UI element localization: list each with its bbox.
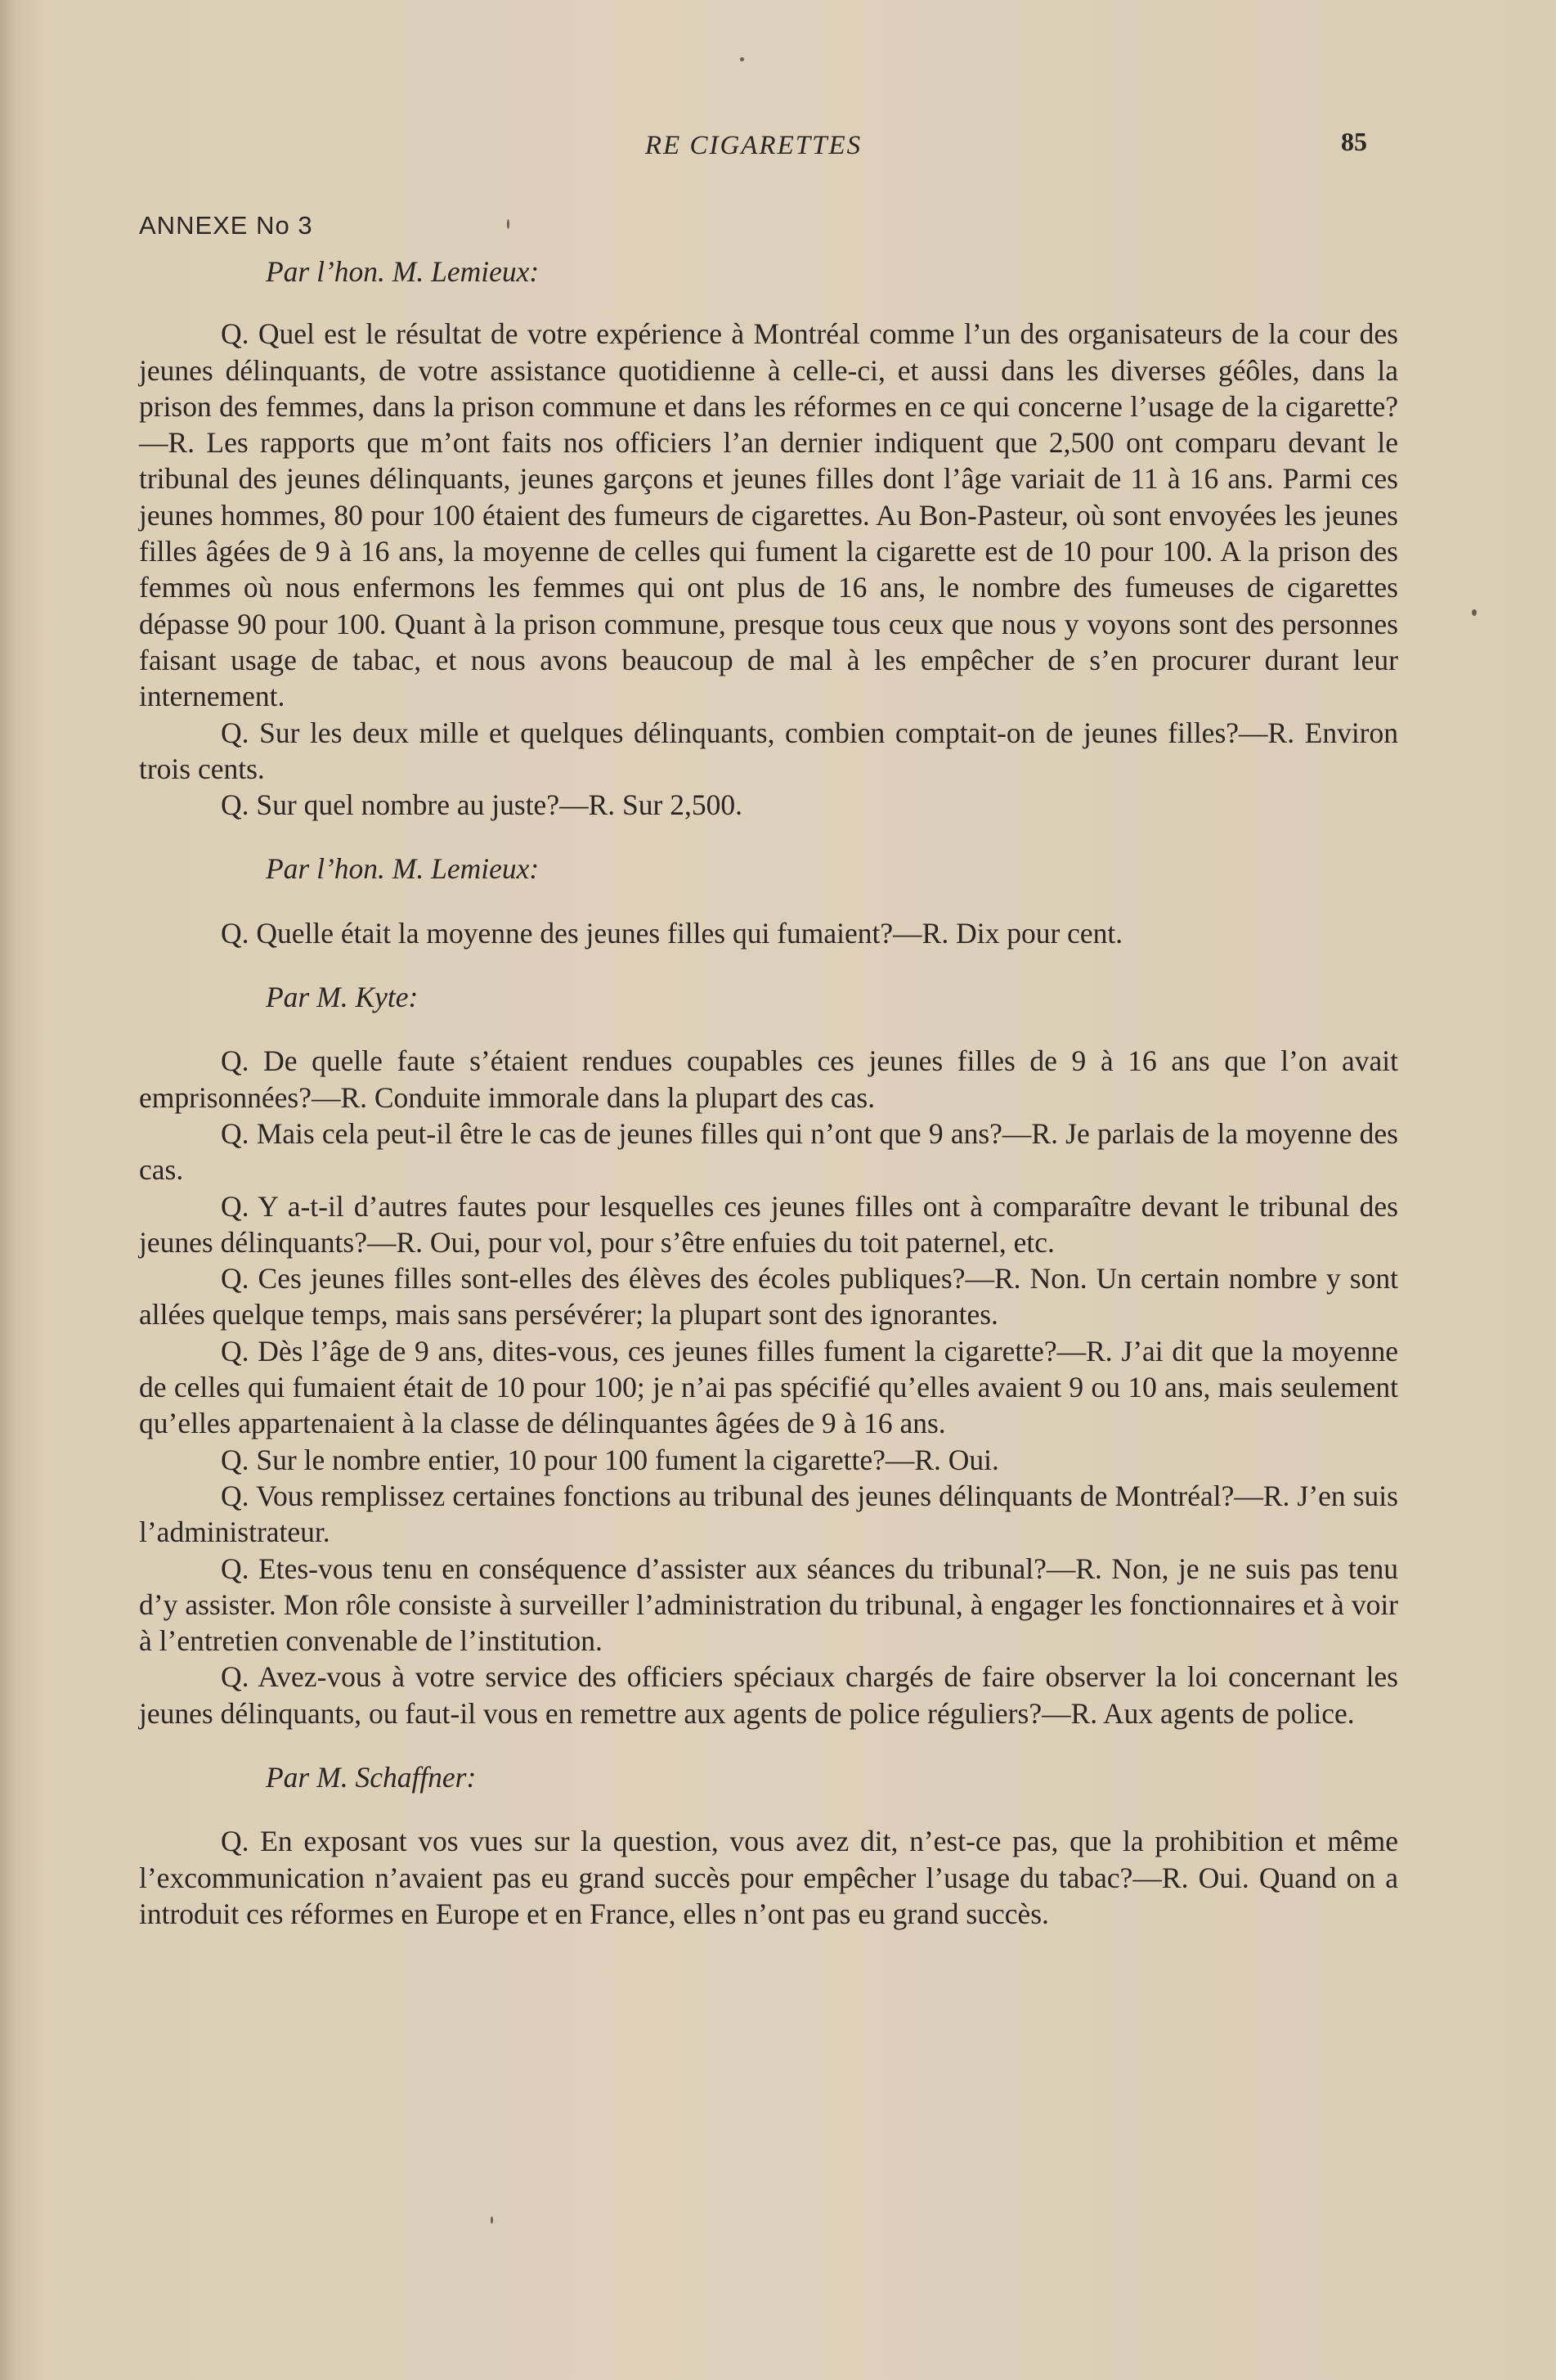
paragraph: Q. Sur le nombre entier, 10 pour 100 fument la cigarette?—R. Oui.	[221, 1443, 999, 1476]
paragraph: Q. Sur quel nombre au juste?—R. Sur 2,500.	[221, 788, 742, 822]
paper-speck	[507, 219, 509, 229]
running-head	[0, 131, 1556, 161]
paper-speck	[491, 2216, 493, 2224]
speaker-heading: Par l’hon. M. Lemieux:	[266, 255, 540, 288]
paragraph: Q. Mais cela peut-il être le cas de jeunes filles qui n’ont que 9 ans?—R. Je parlais de la moyenne des cas.	[139, 1116, 1398, 1187]
speaker-heading: Par l’hon. M. Lemieux:	[266, 852, 540, 886]
paragraph: Q. Dès l’âge de 9 ans, dites-vous, ces jeunes filles fument la cigarette?—R. J’ai dit que la moyenne de celles qui fumaient était de 10 pour 100; je n’ai pas spécifié qu’elles avaient 9 ou 10 ans, mais seulement qu’elles appartenaient à la classe de délinquantes âgées de 9 à 16 ans.	[139, 1334, 1398, 1440]
paragraph: Q. Ces jeunes filles sont-elles des élèves des écoles publiques?—R. Non. Un certain nombre y sont allées quelque temps, mais sans persévérer; la plupart sont des ignorantes.	[139, 1262, 1398, 1331]
paragraph: Q. Sur les deux mille et quelques délinquants, combien comptait-on de jeunes filles?—R. Environ trois cents.	[139, 716, 1398, 785]
running-title: RE CIGARETTES	[644, 131, 863, 160]
annex-label: ANNEXE No 3	[139, 211, 313, 240]
testimony-body	[139, 254, 1398, 1932]
paragraph: Q. Quel est le résultat de votre expérience à Montréal comme l’un des organisateurs de la cour des jeunes délinquants, de votre assistance quotidienne à celle-ci, et aussi dans les diverses géôles, dans la prison des femmes, dans la prison commune et dans les réformes en ce qui concerne l’usage de la cigarette?—R. Les rapports que m’ont faits nos officiers l’an dernier indiquent que 2,500 ont comparu devant le tribunal des jeunes délinquants, jeunes garçons et jeunes filles dont l’âge variait de 11 à 16 ans. Parmi ces jeunes hommes, 80 pour 100 étaient des fumeurs de cigarettes. Au Bon-Pasteur, où sont envoyées les jeunes filles âgées de 9 à 16 ans, la moyenne de celles qui fument la cigarette est de 10 pour 100. A la prison des femmes où nous enfermons les femmes qui ont plus de 16 ans, le nombre des fumeuses de cigarettes dépasse 90 pour 100. Quant à la prison commune, presque tous ceux que nous y voyons sont des personnes faisant usage de tabac, et nous avons beaucoup de mal à les empêcher de s’en procurer durant leur internement.	[139, 317, 1398, 713]
speaker-heading: Par M. Schaffner:	[266, 1760, 477, 1794]
paragraph: Q. Avez-vous à votre service des officiers spéciaux chargés de faire observer la loi concernant les jeunes délinquants, ou faut-il vous en remettre aux agents de police réguliers?—R. Aux agents de police.	[139, 1660, 1398, 1730]
paper-speck	[740, 57, 744, 61]
paper-speck	[1472, 609, 1477, 616]
paragraph: Q. Etes-vous tenu en conséquence d’assister aux séances du tribunal?—R. Non, je ne suis pas tenu d’y assister. Mon rôle consiste à surveiller l’administration du tribunal, à engager les fonctionnaires et à voir à l’entretien convenable de l’institution.	[139, 1551, 1398, 1658]
paragraph: Q. Vous remplissez certaines fonctions au tribunal des jeunes délinquants de Montréal?—R. J’en suis l’administrateur.	[139, 1479, 1398, 1549]
speaker-heading: Par M. Kyte:	[266, 981, 419, 1014]
paragraph: Q. Quelle était la moyenne des jeunes filles qui fumaient?—R. Dix pour cent.	[221, 916, 1123, 950]
paragraph: Q. De quelle faute s’étaient rendues coupables ces jeunes filles de 9 à 16 ans que l’on avait emprisonnées?—R. Conduite immorale dans la plupart des cas.	[139, 1044, 1398, 1114]
paragraph: Q. En exposant vos vues sur la question, vous avez dit, n’est-ce pas, que la prohibition et même l’excommunication n’avaient pas eu grand succès pour empêcher l’usage du tabac?—R. Oui. Quand on a introduit ces réformes en Europe et en France, elles n’ont pas eu grand succès.	[139, 1825, 1398, 1930]
paragraph: Q. Y a-t-il d’autres fautes pour lesquelles ces jeunes filles ont à comparaître devant le tribunal des jeunes délinquants?—R. Oui, pour vol, pour s’être enfuies du toit paternel, etc.	[139, 1189, 1398, 1259]
page-number: 85	[1341, 127, 1367, 156]
